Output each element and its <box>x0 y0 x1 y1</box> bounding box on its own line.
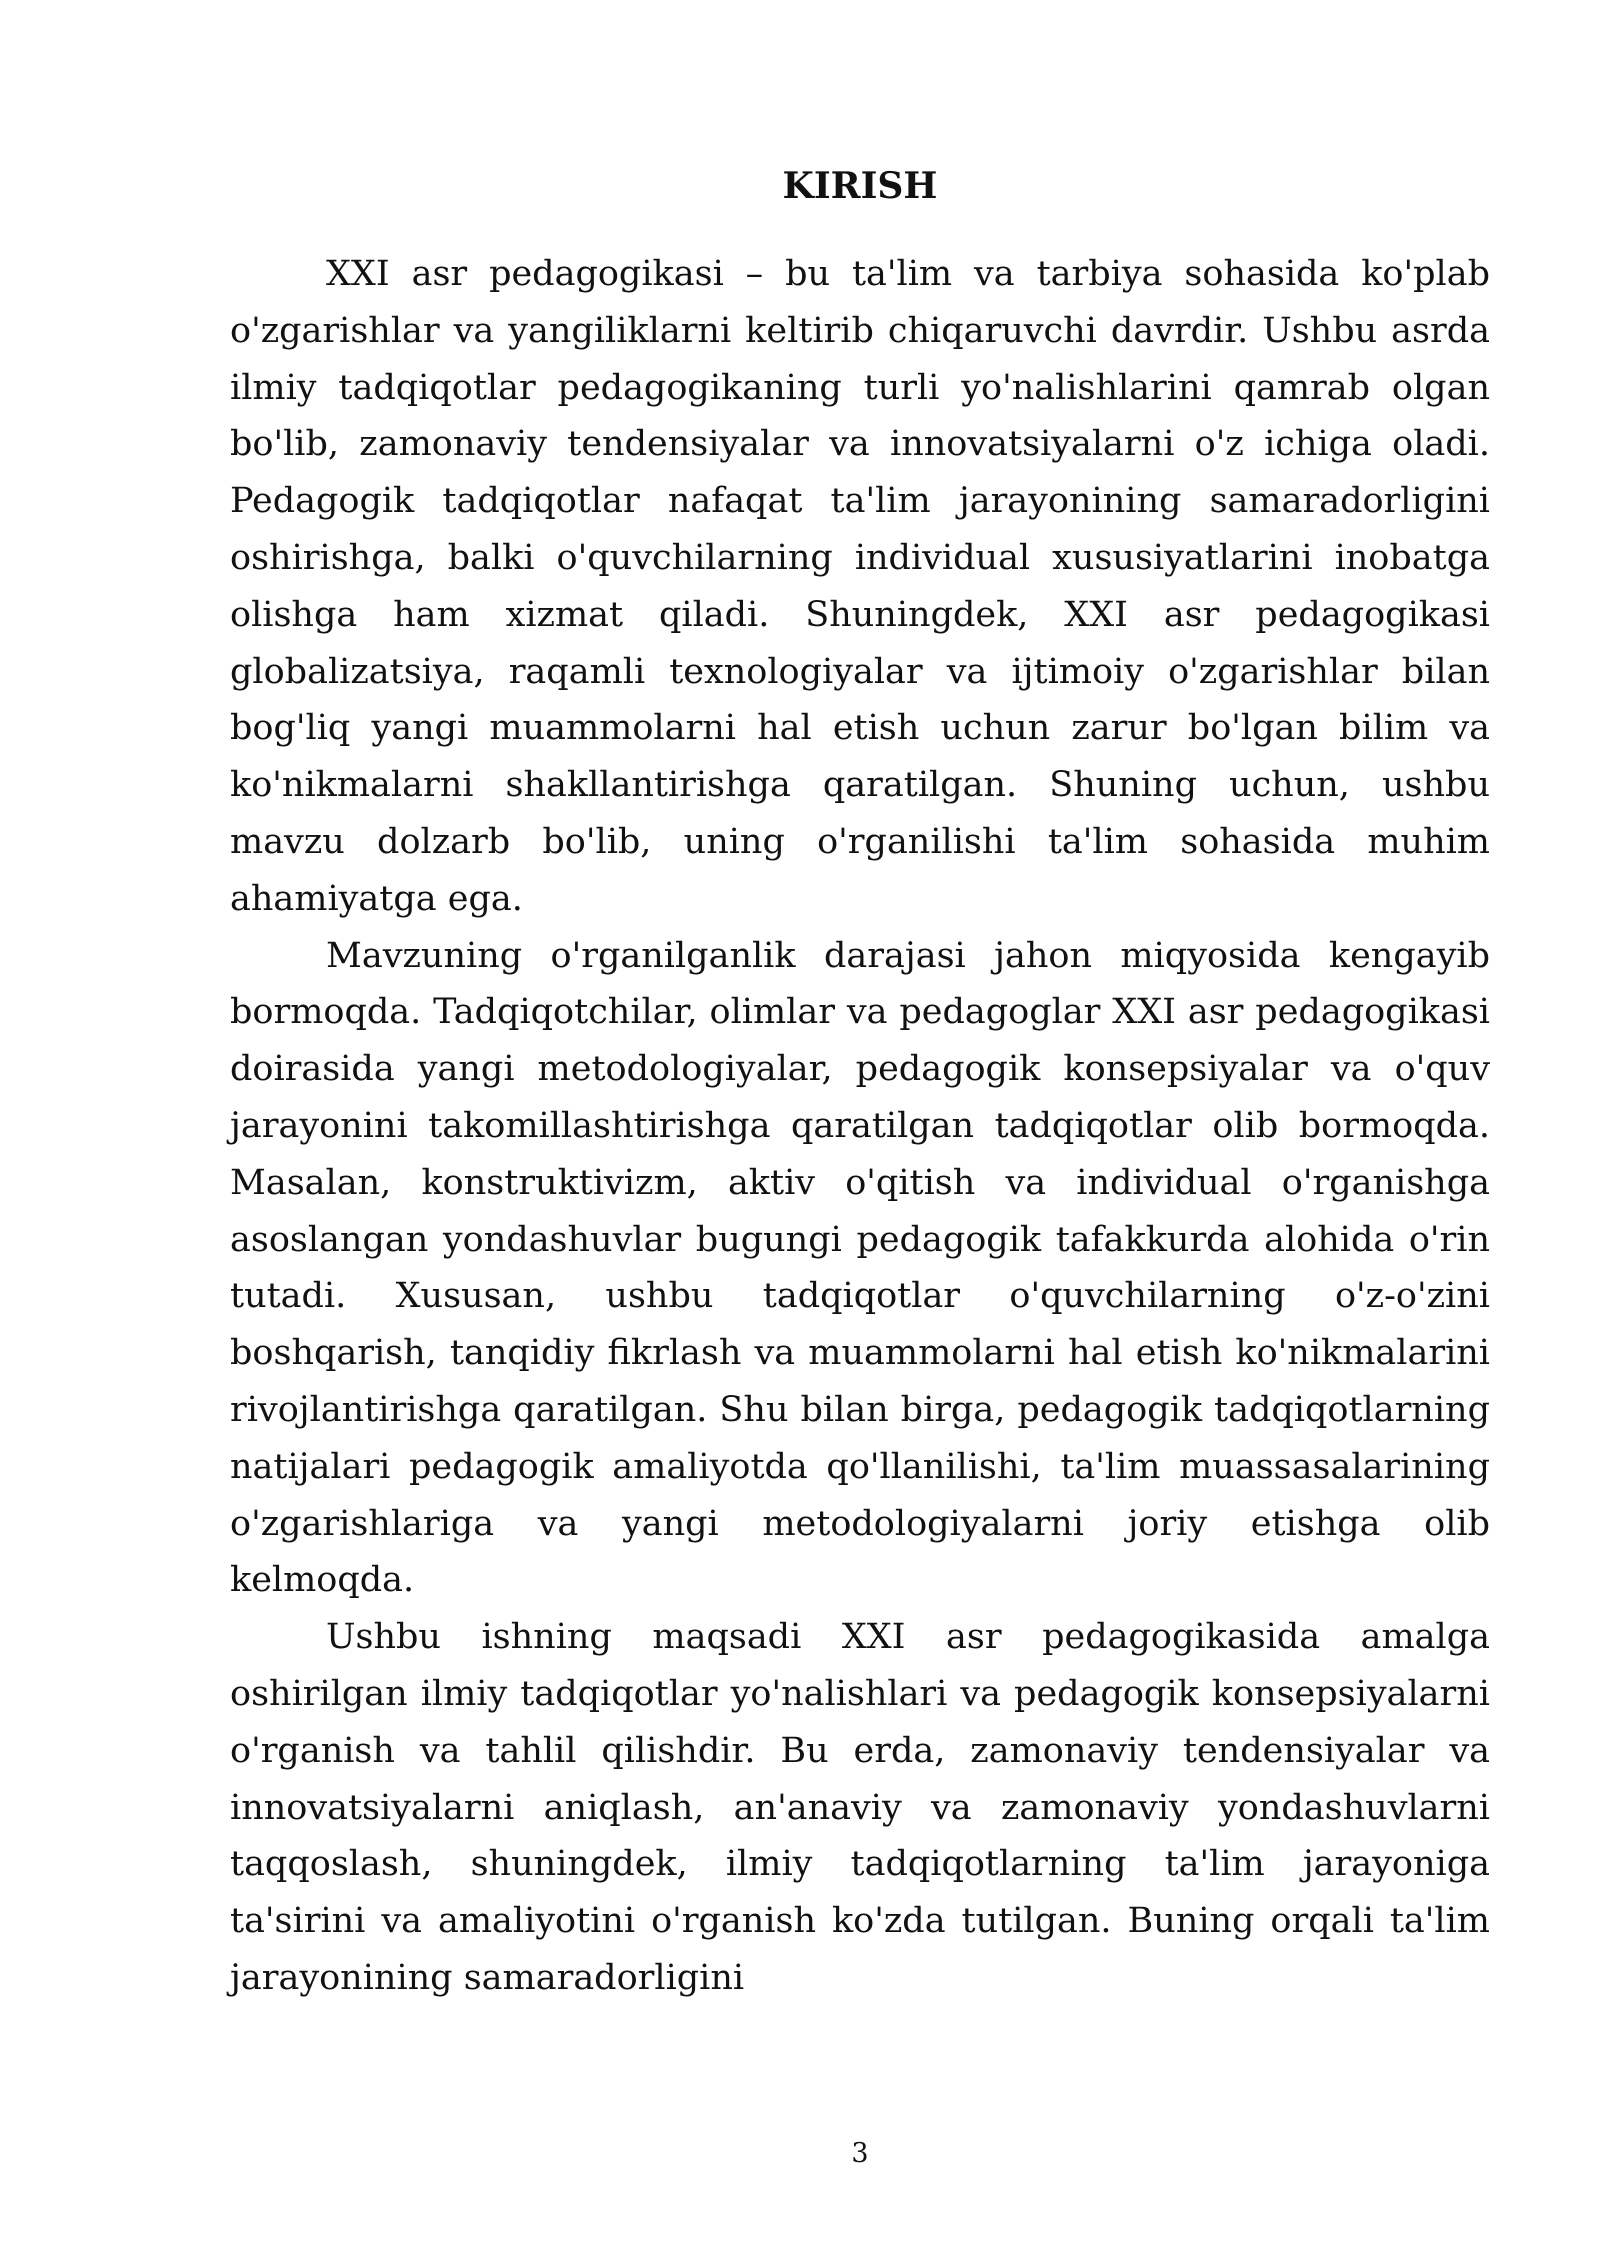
paragraph-study-level: Mavzuning o'rganilganlik darajasi jahon miqyosida kengayib bormoqda. Tadqiqotchilar, olimlar va pedagoglar XXI asr pedagogikasi doirasida yangi metodologiyalar, pedagogik konsepsiyalar va o'quv jarayonini takomillashtirishga qaratilgan tadqiqotlar olib bormoqda. Masalan, konstruktivizm, aktiv o'qitish va individual o'rganishga asoslangan yondashuvlar bugungi pedagogik tafakkurda alohida o'rin tutadi. Xususan, ushbu tadqiqotlar o'quvchilarning o'z-o'zini boshqarish, tanqidiy fikrlash va muammolarni hal etish ko'nikmalarini rivojlantirishga qaratilgan. Shu bilan birga, pedagogik tadqiqotlarning natijalari pedagogik amaliyotda qo'llanilishi, ta'lim muassasalarining o'zgarishlariga va yangi metodologiyalarni joriy etishga olib kelmoqda. <box>230 935 1490 1601</box>
section-title: KIRISH <box>782 165 938 207</box>
page-number: 3 <box>851 2138 869 2169</box>
body-text <box>230 246 1490 2007</box>
paragraph-intro: XXI asr pedagogikasi – bu ta'lim va tarbiya sohasida ko'plab o'zgarishlar va yangiliklarni keltirib chiqaruvchi davrdir. Ushbu asrda ilmiy tadqiqotlar pedagogikaning turli yo'nalishlarini qamrab olgan bo'lib, zamonaviy tendensiyalar va innovatsiyalarni o'z ichiga oladi. Pedagogik tadqiqotlar nafaqat ta'lim jarayonining samaradorligini oshirishga, balki o'quvchilarning individual xususiyatlarini inobatga olishga ham xizmat qiladi. Shuningdek, XXI asr pedagogikasi globalizatsiya, raqamli texnologiyalar va ijtimoiy o'zgarishlar bilan bog'liq yangi muammolarni hal etish uchun zarur bo'lgan bilim va ko'nikmalarni shakllantirishga qaratilgan. Shuning uchun, ushbu mavzu dolzarb bo'lib, uning o'rganilishi ta'lim sohasida muhim ahamiyatga ega. <box>230 254 1490 919</box>
paragraph-aim: Ushbu ishning maqsadi XXI asr pedagogikasida amalga oshirilgan ilmiy tadqiqotlar yo'nalishlari va pedagogik konsepsiyalarni o'rganish va tahlil qilishdir. Bu erda, zamonaviy tendensiyalar va innovatsiyalarni aniqlash, an'anaviy va zamonaviy yondashuvlarni taqqoslash, shuningdek, ilmiy tadqiqotlarning ta'lim jarayoniga ta'sirini va amaliyotini o'rganish ko'zda tutilgan. Buning orqali ta'lim jarayonining samaradorligini <box>230 1617 1490 1998</box>
